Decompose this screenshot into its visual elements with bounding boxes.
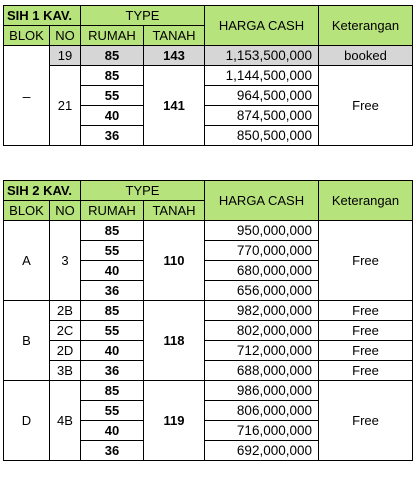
status-cell: Free <box>319 221 413 301</box>
no-cell: 19 <box>50 46 81 66</box>
type-header: TYPE <box>81 181 205 201</box>
rumah-cell: 85 <box>81 221 144 241</box>
table-row <box>4 46 413 66</box>
rumah-cell: 36 <box>81 126 144 146</box>
harga-cell: 688,000,000 <box>205 361 319 381</box>
harga-cell: 986,000,000 <box>205 381 319 401</box>
table-row <box>4 221 413 241</box>
rumah-cell: 40 <box>81 421 144 441</box>
harga-cell: 1,153,500,000 <box>205 46 319 66</box>
section-title: SIH 1 KAV. <box>4 6 81 26</box>
no-cell: 3B <box>50 361 81 381</box>
no-header: NO <box>50 26 81 46</box>
no-cell: 2D <box>50 341 81 361</box>
harga-cell: 982,000,000 <box>205 301 319 321</box>
harga-cell: 802,000,000 <box>205 321 319 341</box>
no-cell: 2C <box>50 321 81 341</box>
blok-cell: D <box>4 381 50 461</box>
rumah-cell: 36 <box>81 361 144 381</box>
rumah-cell: 55 <box>81 241 144 261</box>
status-cell: Free <box>319 301 413 321</box>
table-row <box>4 381 413 401</box>
status-cell: booked <box>319 46 413 66</box>
rumah-header: RUMAH <box>81 26 144 46</box>
rumah-cell: 36 <box>81 441 144 461</box>
tanah-header: TANAH <box>144 26 205 46</box>
price-table-sih2 <box>3 180 413 461</box>
tanah-cell: 118 <box>144 301 205 381</box>
tanah-cell: 110 <box>144 221 205 301</box>
harga-cell: 656,000,000 <box>205 281 319 301</box>
harga-cell: 874,500,000 <box>205 106 319 126</box>
table-row <box>4 321 413 341</box>
no-cell: 2B <box>50 301 81 321</box>
harga-cell: 806,000,000 <box>205 401 319 421</box>
status-cell: Free <box>319 341 413 361</box>
harga-cell: 716,000,000 <box>205 421 319 441</box>
no-cell: 21 <box>50 66 81 146</box>
harga-cell: 1,144,500,000 <box>205 66 319 86</box>
rumah-cell: 85 <box>81 381 144 401</box>
table-row <box>4 301 413 321</box>
table-row <box>4 66 413 86</box>
status-cell: Free <box>319 361 413 381</box>
rumah-cell: 40 <box>81 341 144 361</box>
type-header: TYPE <box>81 6 205 26</box>
blok-cell: B <box>4 301 50 381</box>
header-row <box>4 6 413 26</box>
blok-header: BLOK <box>4 26 50 46</box>
keterangan-header: Keterangan <box>319 181 413 221</box>
blok-header: BLOK <box>4 201 50 221</box>
status-cell: Free <box>319 381 413 461</box>
rumah-cell: 55 <box>81 321 144 341</box>
rumah-cell: 55 <box>81 86 144 106</box>
rumah-cell: 85 <box>81 66 144 86</box>
status-cell: Free <box>319 66 413 146</box>
harga-cash-header: HARGA CASH <box>205 6 319 46</box>
harga-cell: 680,000,000 <box>205 261 319 281</box>
harga-cell: 770,000,000 <box>205 241 319 261</box>
blok-cell: A <box>4 221 50 301</box>
rumah-cell: 55 <box>81 401 144 421</box>
no-cell: 4B <box>50 381 81 461</box>
harga-cell: 692,000,000 <box>205 441 319 461</box>
rumah-cell: 36 <box>81 281 144 301</box>
harga-cell: 712,000,000 <box>205 341 319 361</box>
harga-cell: 850,500,000 <box>205 126 319 146</box>
rumah-cell: 85 <box>81 46 144 66</box>
no-cell: 3 <box>50 221 81 301</box>
section-title: SIH 2 KAV. <box>4 181 81 201</box>
keterangan-header: Keterangan <box>319 6 413 46</box>
tanah-cell: 119 <box>144 381 205 461</box>
no-header: NO <box>50 201 81 221</box>
status-cell: Free <box>319 321 413 341</box>
table-row <box>4 341 413 361</box>
harga-cell: 964,500,000 <box>205 86 319 106</box>
tanah-cell: 143 <box>144 46 205 66</box>
tanah-cell: 141 <box>144 66 205 146</box>
harga-cell: 950,000,000 <box>205 221 319 241</box>
rumah-cell: 40 <box>81 261 144 281</box>
blok-cell: – <box>4 46 50 146</box>
harga-cash-header: HARGA CASH <box>205 181 319 221</box>
tanah-header: TANAH <box>144 201 205 221</box>
price-table-sih1 <box>3 5 413 146</box>
table-row <box>4 361 413 381</box>
rumah-cell: 85 <box>81 301 144 321</box>
header-row <box>4 181 413 201</box>
rumah-header: RUMAH <box>81 201 144 221</box>
rumah-cell: 40 <box>81 106 144 126</box>
